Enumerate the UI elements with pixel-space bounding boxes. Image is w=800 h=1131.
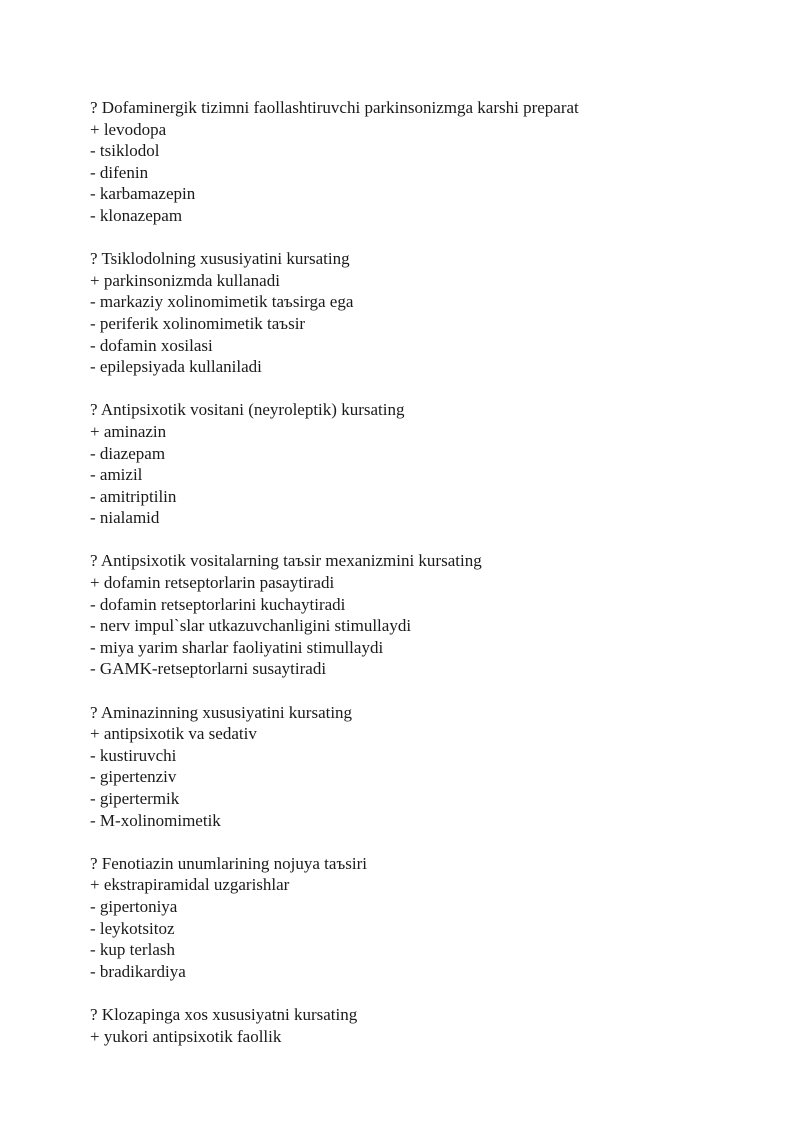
answer-option: - nerv impul`slar utkazuvchanligini stimullaydi xyxy=(90,616,412,636)
question-text: ? Tsiklodolning xususiyatini kursating xyxy=(90,249,350,269)
answer-option: - kup terlash xyxy=(90,940,175,960)
answer-option: - diazepam xyxy=(90,443,166,463)
answer-option: + yukori antipsixotik faollik xyxy=(90,1026,282,1046)
answer-option: - epilepsiyada kullaniladi xyxy=(90,357,262,377)
answer-option: - gipertermik xyxy=(90,789,180,808)
answer-option: - markaziy xolinomimetik taъsirga ega xyxy=(90,292,354,312)
answer-option: - leykotsitoz xyxy=(90,918,175,938)
question-text: ? Antipsixotik vositalarning taъsir mexanizmini kursating xyxy=(90,551,482,571)
answer-option: - dofamin xosilasi xyxy=(90,335,213,355)
answer-option: + dofamin retseptorlarin pasaytiradi xyxy=(90,573,335,593)
answer-option: - kustiruvchi xyxy=(90,745,177,765)
question-block xyxy=(90,1004,780,1047)
question-block xyxy=(90,97,780,227)
answer-option: + aminazin xyxy=(90,421,167,441)
answer-option: + parkinsonizmda kullanadi xyxy=(90,270,280,290)
question-block xyxy=(90,702,780,832)
answer-option: + ekstrapiramidal uzgarishlar xyxy=(90,875,290,895)
answer-option: - amitriptilin xyxy=(90,486,177,506)
question-block xyxy=(90,248,780,378)
answer-option: - difenin xyxy=(90,162,149,182)
answer-option: - miya yarim sharlar faoliyatini stimullaydi xyxy=(90,637,384,657)
answer-option: - M-xolinomimetik xyxy=(90,810,221,830)
answer-option: - amizil xyxy=(90,465,143,485)
question-text: ? Antipsixotik vositani (neyroleptik) kursating xyxy=(90,400,405,420)
answer-option: + antipsixotik va sedativ xyxy=(90,724,257,744)
answer-option: - gipertenziv xyxy=(90,767,177,787)
answer-option: + levodopa xyxy=(90,119,167,139)
answer-option: - periferik xolinomimetik taъsir xyxy=(90,313,306,333)
question-text: ? Aminazinning xususiyatini kursating xyxy=(90,702,353,722)
answer-option: - klonazepam xyxy=(90,205,183,225)
question-block xyxy=(90,550,780,680)
answer-option: - dofamin retseptorlarini kuchaytiradi xyxy=(90,594,346,614)
question-text: ? Klozapinga xos xususiyatni kursating xyxy=(90,1004,358,1024)
question-text: ? Fenotiazin unumlarining nojuya taъsiri xyxy=(90,853,367,873)
answer-option: - nialamid xyxy=(90,508,160,528)
question-block xyxy=(90,853,780,983)
answer-option: - tsiklodol xyxy=(90,141,160,161)
question-block xyxy=(90,399,780,529)
document-page xyxy=(90,97,780,1069)
answer-option: - karbamazepin xyxy=(90,184,196,204)
answer-option: - GAMK-retseptorlarni susaytiradi xyxy=(90,659,327,679)
answer-option: - gipertoniya xyxy=(90,896,178,916)
answer-option: - bradikardiya xyxy=(90,961,186,981)
question-text: ? Dofaminergik tizimni faollashtiruvchi parkinsonizmga karshi preparat xyxy=(90,98,579,117)
